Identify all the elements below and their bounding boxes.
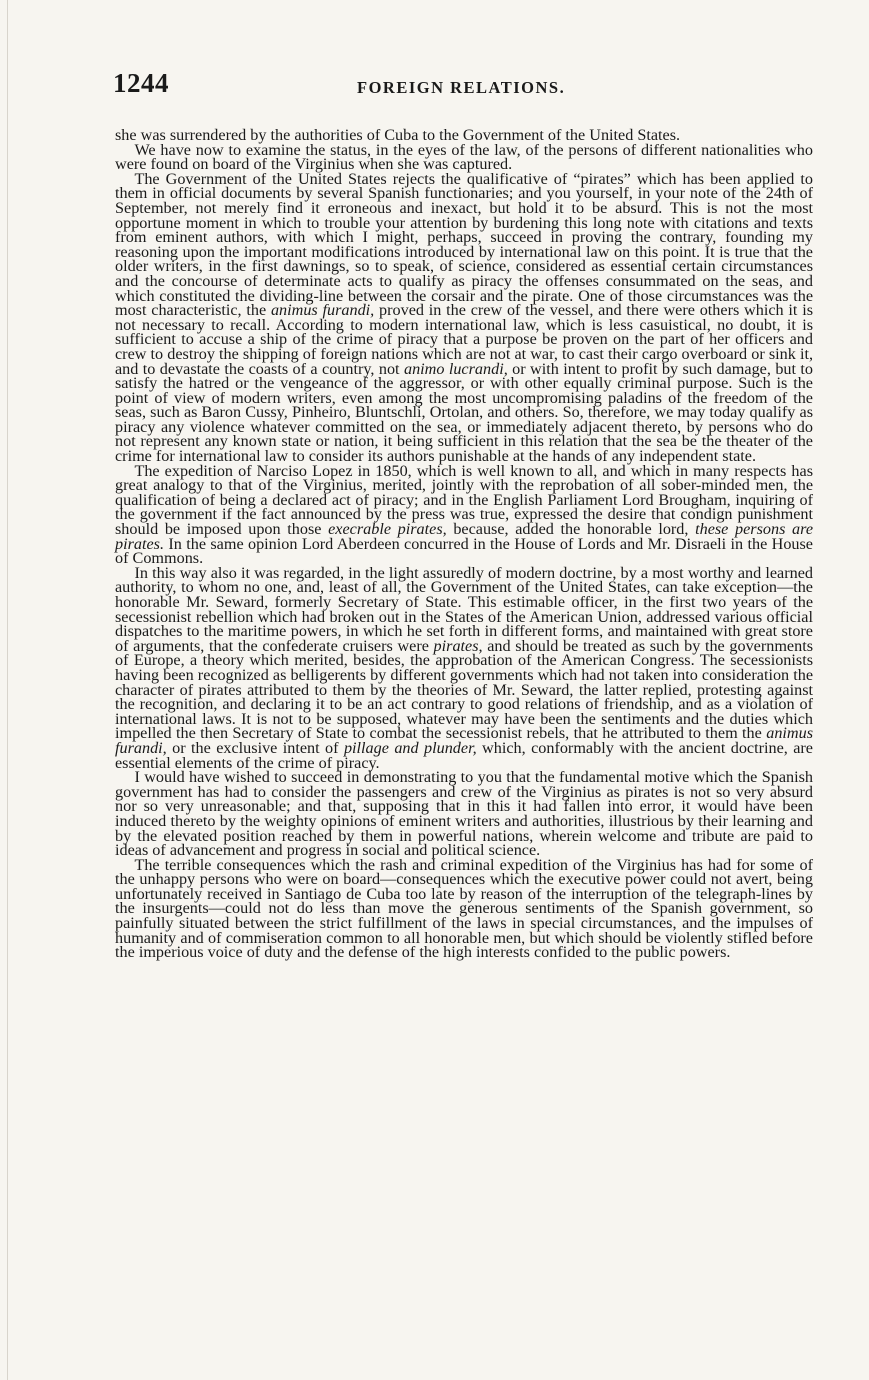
text-run: The terrible consequences which the rash and criminal expedition of the Virginius has had for some of the unhappy persons who were on board—consequences which the executive power could not avert, being unfortunately received in Santiago de Cuba too late by reason of the interruption of the telegraph-lines by the insurgents—could not do less than move the generous sentiments of the Spanish government, so painfully situated between the strict fulfillment of the laws in special circumstances, and the impulses of humanity and of commiseration common to all honorable men, but which should be violently stifled before the imperious voice of duty and the defense of the high interests confided to the public powers. [115, 855, 813, 962]
text-run: I would have wished to succeed in demonstrating to you that the fundamental motive which the Spanish government has had to consider the passengers and crew of the Virginius as pirates is not so very absurd nor so very unreasonable; and that, supposing that in this it had fallen into error, it would have been induced thereto by the weighty opinions of eminent writers and authorities, illustrious by their learning and by the elevated position reached by them in powerful nations, wherein welcome and tribute are paid to ideas of advancement and progress in social and political science. [115, 768, 813, 860]
italic-phrase: animus furandi, [115, 724, 813, 757]
italic-phrase: animo lucrandi, [403, 359, 508, 378]
body-paragraph [115, 461, 814, 568]
text-run: The Government of the United States rejects the qualificative of “pirates” which has been applied to them in official documents by several Spanish functionaries; and you yourself, in your note of the 24th of September, not merely find it erroneous and inexact, but hold it to be absurd. This is not the most opportune moment in which to trouble your attention by burdening this long note with citations and texts from eminent authors, with which I might, perhaps, succeed in proving the contrary, founding my reasoning upon the important modifications introduced by international law on this point. It is true that the older writers, in the first dawnings, so to speak, of science, considered as essential certain circumstances and the concourse of determinate acts to qualify as piracy the offenses consummated on the seas, and which constituted the dividing-line between the corsair and the pirate. One of those circumstances was the most characteristic, the [115, 169, 813, 320]
page-header [113, 68, 813, 104]
text-run: proved in the crew of the vessel, and there were others which it is not necessary to recall. According to modern international law, which is less casuistical, no doubt, it is sufficient to accuse a ship of the crime of piracy that a purpose be proven on the part of her officers and crew to destroy the shipping of foreign nations which are not at war, to cast their cargo overboard or sink it, and to devastate the coasts of a country, not [115, 301, 813, 378]
body-paragraph [115, 563, 813, 772]
italic-phrase: these persons are pirates. [115, 520, 814, 553]
italic-phrase: execrable pirates, [328, 520, 447, 539]
text-run: We have now to examine the status, in the eyes of the law, of the persons of different nationalities who were found on board of the Virginius when she was captured. [115, 140, 813, 174]
italic-phrase: animus furandi, [270, 301, 375, 320]
page-body [115, 128, 813, 960]
body-paragraph [115, 169, 813, 466]
body-paragraph [115, 770, 813, 858]
text-run: or with intent to profit by such damage, but to satisfy the hatred or the vengeance of the aggressor, or with other equally criminal purpose. Such is the point of view of modern writers, even among the most uncompromising paladins of the freedom of the seas, such as Baron Cussy, Pinheiro, Bluntschli, Ortolan, and others. So, therefore, we may today qualify as piracy any violence whatever committed on the sea, or immediately adjacent thereto, by persons who do not represent any known state or nation, it being sufficient in this relation that the sea be the theater of the crime for international law to consider its authors punishable at the hands of any independent state. [115, 359, 813, 466]
text-run: In the same opinion Lord Aberdeen concurred in the House of Lords and Mr. Disraeli in the House of Commons. [115, 534, 813, 568]
running-head: FOREIGN RELATIONS. [357, 78, 566, 97]
italic-phrase: pirates, [433, 636, 483, 655]
text-run: and should be treated as such by the governments of Europe, a theory which merited, besides, the approbation of the American Congress. The secessionists having been recognized as belligerents by different governments which had not taken into consideration the character of pirates attributed to them by the theories of Mr. Seward, the latter replied, protesting against the recognition, and declaring it to be an act contrary to good relations of friendship, and as a violation of international laws. It is not to be supposed, whatever may have been the sentiments and the duties which impelled the then Secretary of State to combat the secessionist rebels, that he attributed to them the [115, 636, 813, 743]
text-run: because, added the honorable lord, [446, 520, 696, 539]
italic-phrase: pillage and plunder, [343, 738, 477, 757]
body-paragraph [115, 855, 813, 962]
text-run: which, conformably with the ancient doctrine, are essential elements of the crime of piracy. [115, 738, 813, 772]
text-run: In this way also it was regarded, in the light assuredly of modern doctrine, by a most worthy and learned authority, to whom no one, and, least of all, the Government of the United States, can take exception—the honorable Mr. Seward, formerly Secretary of State. This estimable officer, in the first two years of the secessionist rebellion which had broken out in the States of the American Union, addressed various official dispatches to the maritime powers, in which he set forth in different forms, and maintained with great store of arguments, that the confederate cruisers were [115, 563, 813, 655]
text-run: The expedition of Narciso Lopez in 1850, which is well known to all, and which in many respects has great analogy to that of the Virginius, merited, jointly with the reprobation of all sober-minded men, the qualification of being a declared act of piracy; and in the English Parliament Lord Brougham, inquiring of the government if the fact announced by the press was true, expressed the desire that condign punishment should be imposed upon those [115, 461, 813, 539]
page-number: 1244 [113, 68, 169, 98]
text-run: she was surrendered by the authorities of Cuba to the Government of the United States. [115, 126, 681, 144]
body-paragraph [115, 140, 813, 174]
text-run: or the exclusive intent of [166, 738, 344, 757]
binding-edge-line [7, 0, 8, 1380]
